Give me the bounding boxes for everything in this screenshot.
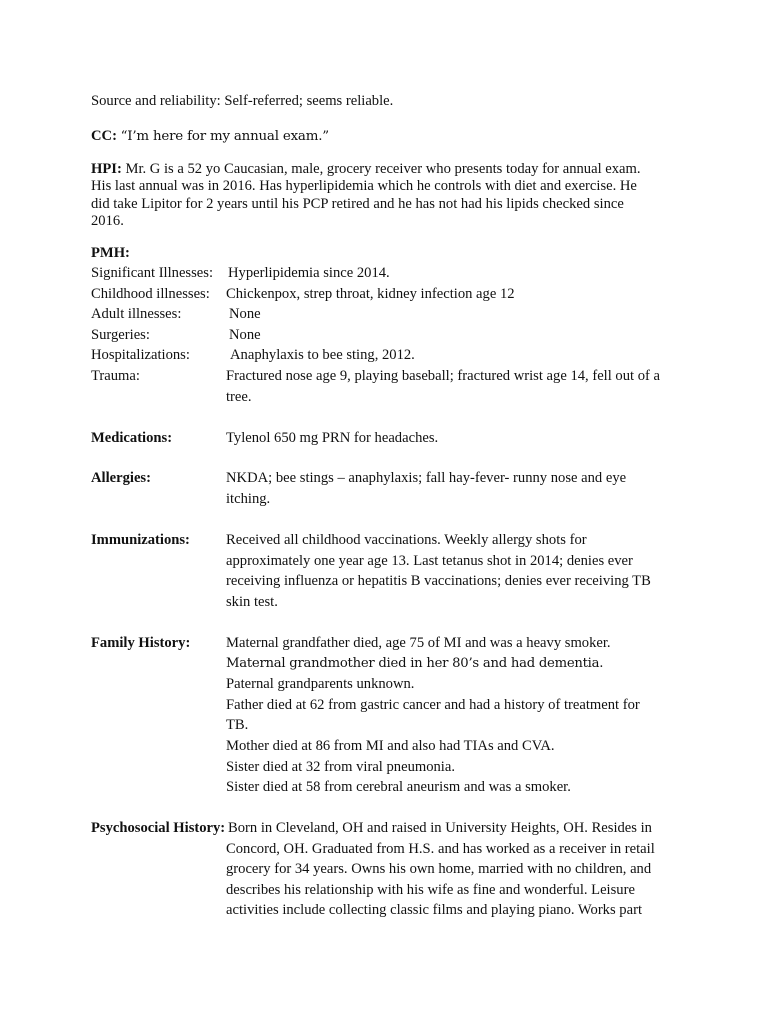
pmh-row-label: Adult illnesses: <box>91 306 182 322</box>
pmh-row-value: Anaphylaxis to bee sting, 2012. <box>230 347 415 363</box>
psychosocial-history-line: describes his relationship with his wife as fine and wonderful. Leisure <box>226 881 635 898</box>
family-history-line: Maternal grandfather died, age 75 of MI and was a heavy smoker. <box>226 635 611 651</box>
pmh-row-value: Fractured nose age 9, playing baseball; fractured wrist age 14, fell out of a <box>226 368 661 384</box>
pmh-row-value: None <box>229 306 261 322</box>
immunizations-line: receiving influenza or hepatitis B vaccinations; denies ever receiving TB <box>226 573 651 590</box>
pmh-row-label: Childhood illnesses: <box>91 286 210 302</box>
hpi-line: His last annual was in 2016. Has hyperlipidemia which he controls with diet and exercise. He <box>91 178 637 195</box>
family-history-line: Sister died at 32 from viral pneumonia. <box>226 758 455 775</box>
psychosocial-history-line: grocery for 34 years. Owns his own home, married with no children, and <box>226 861 652 878</box>
allergies-label: Allergies: <box>91 470 151 486</box>
hpi-line: Mr. G is a 52 yo Caucasian, male, grocery receiver who presents today for annual exam. <box>125 161 641 177</box>
medications-line: Tylenol 650 mg PRN for headaches. <box>226 430 439 446</box>
immunizations-line: Received all childhood vaccinations. Weekly allergy shots for <box>226 532 587 548</box>
psychosocial-history-line: Born in Cleveland, OH and raised in University Heights, OH. Resides in <box>228 820 652 836</box>
cc-text: “I’m here for my annual exam.” <box>120 129 329 144</box>
family-history-line: TB. <box>226 717 249 734</box>
psychosocial-history-line: activities include collecting classic films and playing piano. Works part <box>226 902 642 919</box>
pmh-row-value: None <box>229 327 261 343</box>
pmh-row-value: Chickenpox, strep throat, kidney infection age 12 <box>226 286 515 302</box>
family-history-line: Maternal grandmother died in her 80’s and had dementia. <box>226 655 604 671</box>
pmh-row-label: Significant Illnesses: <box>91 265 214 281</box>
family-history-line: Sister died at 58 from cerebral aneurism and was a smoker. <box>226 779 571 796</box>
hpi-line: did take Lipitor for 2 years until his PCP retired and he has not had his lipids checked since <box>91 195 624 212</box>
family-history-label: Family History: <box>91 635 191 651</box>
pmh-row-label: Surgeries: <box>91 327 150 343</box>
pmh-row-value: Hyperlipidemia since 2014. <box>228 265 390 281</box>
family-history-line: Father died at 62 from gastric cancer and had a history of treatment for <box>226 696 640 713</box>
family-history-line: Paternal grandparents unknown. <box>226 676 415 693</box>
source-reliability: Source and reliability: Self-referred; seems reliable. <box>91 93 394 109</box>
medications-label: Medications: <box>91 430 173 446</box>
cc-label: CC: <box>91 128 117 144</box>
immunizations-line: skin test. <box>226 593 278 610</box>
allergies-line: itching. <box>226 490 271 507</box>
immunizations-label: Immunizations: <box>91 532 190 548</box>
psychosocial-history-label: Psychosocial History: <box>91 820 226 836</box>
hpi-section <box>91 161 691 230</box>
pmh-row-label: Hospitalizations: <box>91 347 190 363</box>
pmh-row-value: tree. <box>226 388 252 405</box>
allergies-line: NKDA; bee stings – anaphylaxis; fall hay-fever- runny nose and eye <box>226 470 627 486</box>
immunizations-line: approximately one year age 13. Last tetanus shot in 2014; denies ever <box>226 552 633 569</box>
hpi-line: 2016. <box>91 212 124 229</box>
pmh-row-label: Trauma: <box>91 368 140 384</box>
chief-complaint <box>91 128 329 145</box>
family-history-line: Mother died at 86 from MI and also had TIAs and CVA. <box>226 737 555 754</box>
psychosocial-history-line: Concord, OH. Graduated from H.S. and has worked as a receiver in retail <box>226 840 655 857</box>
hpi-label: HPI: <box>91 161 122 177</box>
pmh-heading: PMH: <box>91 245 130 261</box>
